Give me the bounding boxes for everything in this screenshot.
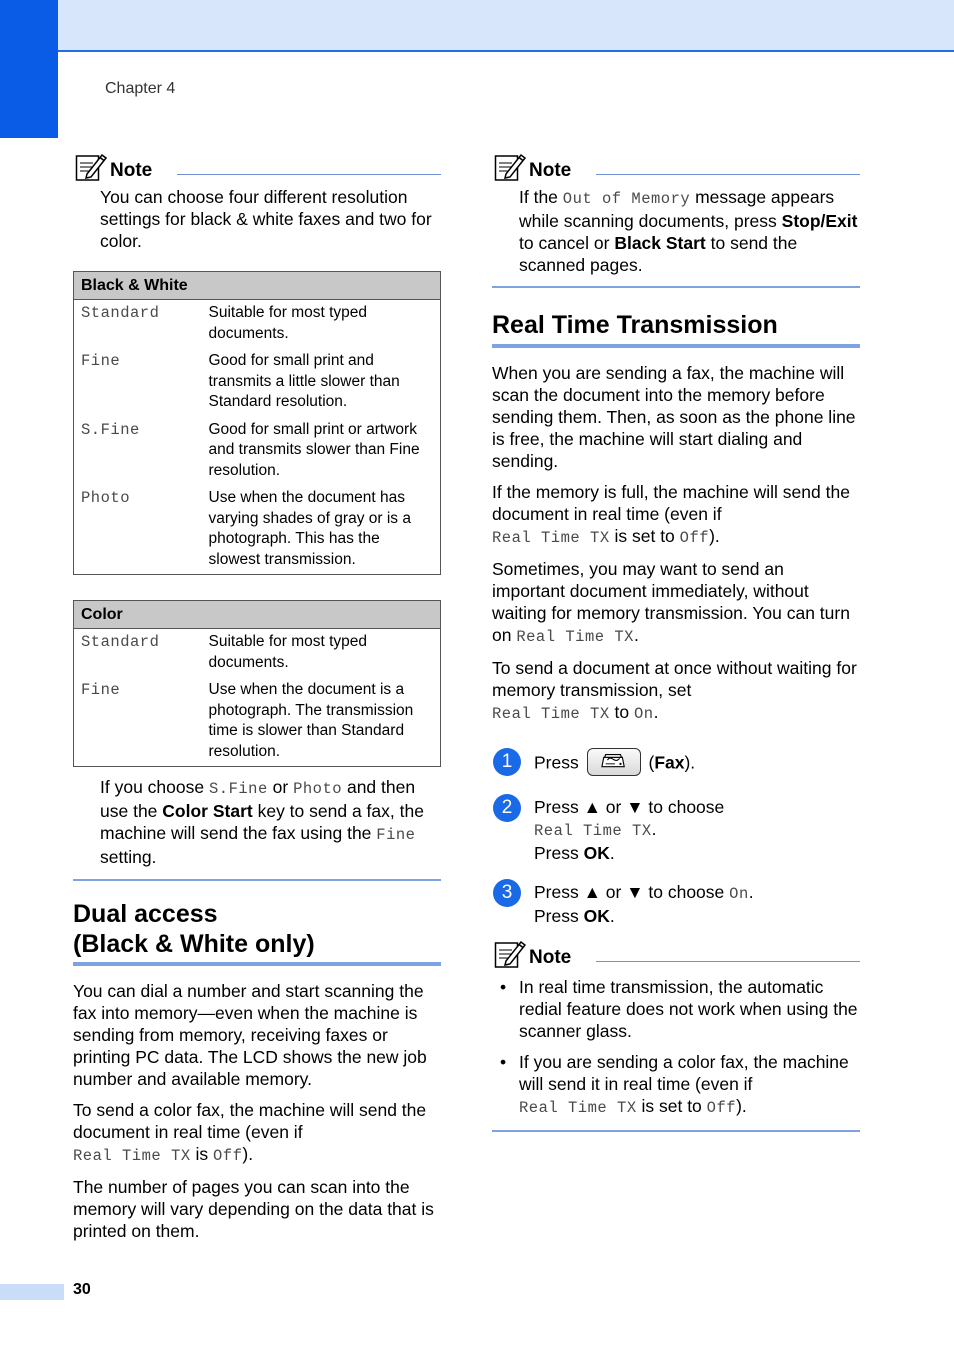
step-item [492,796,860,864]
bullet-marker: • [500,977,507,997]
text-run: to send the scanned pages. [519,233,798,275]
text-run: ). [684,752,696,773]
code-run: Off [706,1099,737,1117]
resolution-key: Photo [81,489,131,507]
fax-machine-icon [587,748,641,776]
resolution-desc: Good for small print and transmits a little slower than Standard resolution. [208,352,400,410]
text-run: Press [534,752,584,773]
resolution-desc: Suitable for most typed documents. [208,633,368,671]
table-row [74,300,441,349]
text-run: If the [519,187,563,207]
resolution-key: Standard [81,304,160,322]
bw-resolution-table-wrap [73,271,441,575]
code-run: On [633,705,654,723]
body-paragraph: You can dial a number and start scanning the fax into memory—even when the machine is sending from memory, receiving faxes or printing PC data. The LCD shows the new job number and available memory. [73,981,427,1089]
key-name: OK [583,906,610,926]
bullet-text: In real time transmission, the automatic redial feature does not work when using the scanner glass. [519,977,858,1041]
step-item [492,750,860,778]
code-run: Real Time TX [516,628,634,646]
code-run: Off [679,529,710,547]
resolution-desc: Use when the document is a photograph. The transmission time is slower than Standard resolution. [208,681,414,760]
chapter-tab [0,0,58,138]
text-run: Sometimes, you may want to send an important document immediately, without waiting for memory transmission. You can turn on [492,559,850,645]
code-run: Real Time TX [534,822,652,840]
text-run: Press ▲ or ▼ to choose [534,797,725,817]
body-paragraph [73,1099,441,1167]
note-text: You can choose four different resolution settings for black & white faxes and two for color. [100,187,432,251]
text-run: ). [709,526,720,546]
code-run: Real Time TX [492,705,610,723]
text-run: . [609,906,615,926]
note-rule [177,174,441,175]
step-number-badge: 2 [493,794,521,822]
text-run: . [633,625,639,645]
step-item [492,881,860,927]
section-heading [73,899,441,959]
text-run: setting. [100,847,157,867]
top-header-band [0,0,954,52]
step-number-badge: 1 [493,748,521,776]
key-name: Fax [654,752,685,773]
body-paragraph [492,481,860,549]
code-run: On [729,885,749,903]
table-row [74,485,441,575]
note-label: Note [110,160,153,181]
bullet-item [492,1051,860,1130]
key-name: Black Start [614,233,706,253]
text-run: ( [643,752,655,773]
right-note-memory [492,152,860,288]
bullet-marker: • [500,1052,507,1072]
note-rule [596,174,860,175]
note-label: Note [529,160,572,181]
text-run: . [653,702,659,722]
note-pencil-icon [494,939,526,969]
text-run: is [190,1144,213,1164]
step-1 [492,750,860,778]
resolution-key: Fine [81,681,121,699]
table-row [74,629,441,678]
chapter-label: Chapter 4 [105,80,176,97]
note-header [492,939,860,973]
resolution-key: Fine [81,352,121,370]
text-run: If you choose [100,777,209,797]
left-note-resolution [73,152,441,252]
note-pencil-icon [75,152,107,182]
dual-access-section [73,899,441,1242]
text-run: If you are sending a color fax, the machine will send it in real time (even if [519,1052,849,1094]
heading-rule [73,962,441,966]
body-paragraph [492,558,860,648]
note-header [73,152,441,186]
note-header [492,152,860,186]
text-run: Press [534,906,584,926]
resolution-desc: Suitable for most typed documents. [208,304,368,342]
text-run: key to send a fax, the machine will send the fax using the [100,801,424,843]
footer-band [0,1284,64,1300]
text-run: Press ▲ or ▼ to choose [534,882,730,902]
heading-line: Dual access [73,900,218,928]
text-run: message appears while scanning documents, press [519,187,835,231]
key-name: OK [583,843,610,863]
text-run: ). [242,1144,254,1164]
code-run: Real Time TX [519,1099,637,1117]
text-run: If the memory is full, the machine will send the document in real time (even if [492,482,850,524]
code-run: Real Time TX [492,529,610,547]
step-3 [492,881,860,927]
color-resolution-table [73,600,441,767]
note-pencil-icon [494,152,526,182]
text-run: Press [534,843,584,863]
table-row [74,677,441,767]
text-run: to cancel or [519,233,615,253]
note-rule [596,961,860,962]
table-row [74,348,441,417]
table-row [74,417,441,486]
heading-line: (Black & White only) [73,930,315,958]
key-name: Stop/Exit [781,211,858,231]
note-text [73,776,441,879]
resolution-desc: Good for small print or artwork and transmits slower than Fine resolution. [208,420,420,479]
color-resolution-table-wrap [73,600,441,767]
text-run: and then use the [100,777,416,821]
text-run: is set to [609,526,680,546]
table-title: Black & White [74,272,441,300]
note-label: Note [529,947,572,968]
text-run: . [651,819,657,839]
bullet-item [492,976,860,1042]
note-text [492,186,860,286]
note-end-rule [492,286,860,288]
heading-rule [492,344,860,348]
text-run: . [748,882,754,902]
text-run: . [609,843,615,863]
step-2 [492,796,860,864]
text-run: to [609,702,634,722]
code-run: Out of Memory [562,190,691,208]
real-time-transmission-section [492,310,860,725]
resolution-desc: Use when the document has varying shades of gray or is a photograph. This has the slowest transmission. [208,489,411,568]
resolution-key: S.Fine [81,420,140,439]
code-run: S.Fine [208,780,268,798]
section-heading: Real Time Transmission [492,311,778,339]
code-run: Real Time TX [73,1147,191,1165]
text-run: is set to [636,1096,707,1116]
text-run: ). [736,1096,747,1116]
bw-resolution-table [73,271,441,575]
table-title: Color [74,601,441,629]
code-run: Off [213,1147,243,1165]
note-end-rule [73,879,441,881]
step-number-badge: 3 [493,879,521,907]
key-name: Color Start [162,801,253,821]
right-note-real-time [492,939,860,1132]
page-number: 30 [73,1281,91,1298]
body-paragraph: When you are sending a fax, the machine will scan the document into the memory before sending them. Then, as soon as the phone line is free, the machine will start dialing and sending. [492,363,856,471]
resolution-key: Standard [81,633,160,651]
note-end-rule [492,1130,860,1132]
code-run: Fine [376,826,416,844]
text-run: To send a document at once without waiting for memory transmission, set [492,658,857,700]
text-run: To send a color fax, the machine will send the document in real time (even if [73,1100,427,1142]
body-paragraph: The number of pages you can scan into the memory will vary depending on the data that is printed on them. [73,1177,434,1241]
left-note-color-start [73,776,441,881]
code-run: Photo [293,780,343,798]
text-run: or [267,777,294,797]
body-paragraph [492,657,860,725]
